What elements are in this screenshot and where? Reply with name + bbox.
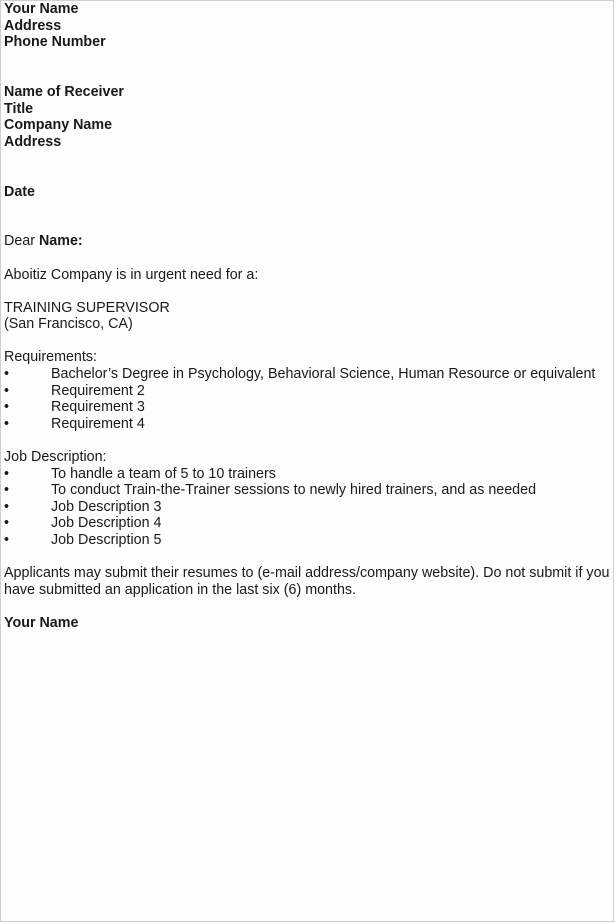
receiver-name: Name of Receiver xyxy=(4,83,124,100)
spacer xyxy=(4,51,614,68)
requirement-text: Requirement 4 xyxy=(51,415,145,432)
closing-line-2: have submitted an application in the last six (6) months. xyxy=(4,581,357,598)
list-item xyxy=(4,399,614,416)
receiver-title: Title xyxy=(4,100,34,117)
requirement-text: Requirement 3 xyxy=(51,399,145,416)
spacer xyxy=(4,333,614,350)
salutation-prefix: Dear xyxy=(4,233,39,250)
position-title: TRAINING SUPERVISOR xyxy=(4,299,170,316)
spacer xyxy=(4,67,614,84)
sender-address: Address xyxy=(4,17,62,34)
job-description-text: Job Description 4 xyxy=(51,515,162,532)
sender-phone: Phone Number xyxy=(4,34,106,51)
job-description-heading: Job Description: xyxy=(4,449,107,466)
intro-text: Aboitiz Company is in urgent need for a: xyxy=(4,266,259,283)
bullet-icon: • xyxy=(4,399,10,416)
list-item xyxy=(4,499,614,516)
list-item xyxy=(4,482,614,499)
bullet-icon: • xyxy=(4,415,10,432)
bullet-icon: • xyxy=(4,515,10,532)
requirement-text: Bachelor’s Degree in Psychology, Behavioral Science, Human Resource or equivalent xyxy=(51,366,596,383)
salutation-name: Name: xyxy=(38,233,83,250)
list-item xyxy=(4,466,614,483)
receiver-address: Address xyxy=(4,133,62,150)
spacer xyxy=(4,432,614,449)
spacer xyxy=(4,549,614,566)
bullet-icon: • xyxy=(4,465,10,482)
spacer xyxy=(4,283,614,300)
salutation xyxy=(4,233,614,250)
spacer xyxy=(4,200,614,217)
spacer xyxy=(4,150,614,167)
requirement-text: Requirement 2 xyxy=(51,382,145,399)
list-item xyxy=(4,515,614,532)
bullet-icon: • xyxy=(4,366,10,383)
job-description-text: Job Description 3 xyxy=(51,498,162,515)
spacer xyxy=(4,217,614,234)
receiver-company: Company Name xyxy=(4,117,113,134)
job-description-text: Job Description 5 xyxy=(51,532,162,548)
letter-body xyxy=(4,1,614,632)
requirements-heading: Requirements: xyxy=(4,349,97,366)
signature-name: Your Name xyxy=(4,614,79,631)
list-item xyxy=(4,383,614,400)
bullet-icon: • xyxy=(4,382,10,399)
job-description-text: To handle a team of 5 to 10 trainers xyxy=(51,465,276,482)
list-item xyxy=(4,416,614,433)
letter-date: Date xyxy=(4,183,35,200)
closing-line-1: Applicants may submit their resumes to (e-mail address/company website). Do not submit if you xyxy=(4,565,610,582)
bullet-icon: • xyxy=(4,498,10,515)
list-item xyxy=(4,532,614,549)
spacer xyxy=(4,250,614,267)
job-description-text: To conduct Train-the-Trainer sessions to newly hired trainers, and as needed xyxy=(51,482,537,499)
bullet-icon: • xyxy=(4,482,10,499)
list-item xyxy=(4,366,614,383)
spacer xyxy=(4,167,614,184)
sender-name: Your Name xyxy=(4,1,79,17)
bullet-icon: • xyxy=(4,532,10,548)
spacer xyxy=(4,598,614,615)
position-location: (San Francisco, CA) xyxy=(4,316,133,333)
